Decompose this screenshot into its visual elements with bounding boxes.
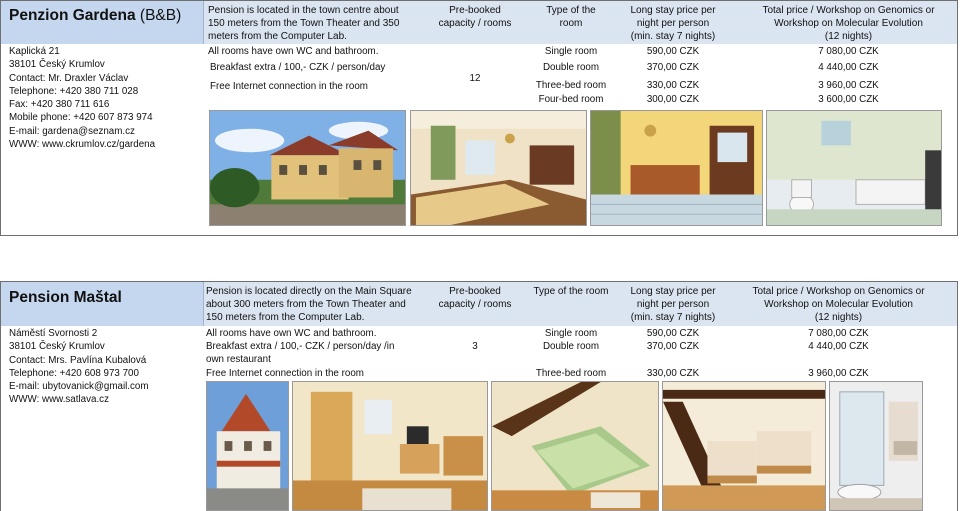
photo-bathroom <box>766 110 942 226</box>
location-description: Pension is located in the town centre about 150 meters from the Town Theater and 350 meters from the Computer Lab. <box>208 5 400 42</box>
photo-exterior <box>209 110 406 226</box>
room-total: 7 080,00 CZK <box>808 328 869 339</box>
photo-room-interior <box>590 110 763 226</box>
pension-card-gardena <box>0 0 958 236</box>
room-total: 3 600,00 CZK <box>818 94 879 105</box>
long-stay-price-header: Long stay price per night per person (min. stay 7 nights) <box>630 286 716 323</box>
photo-bedroom-green <box>491 381 659 511</box>
photo-exterior <box>206 381 289 511</box>
note-wc-bathroom: All rooms have own WC and bathroom. <box>208 46 379 57</box>
capacity-header: Pre-booked capacity / rooms <box>438 286 512 310</box>
room-type-header: Type of the room <box>546 5 596 29</box>
location-description: Pension is located directly on the Main Square about 300 meters from the Town Theater and 150 meters from the Computer Lab. <box>206 286 412 323</box>
photo-bedroom-beams <box>662 381 826 511</box>
room-total: 4 440,00 CZK <box>818 62 879 73</box>
pension-name-cell <box>1 282 204 326</box>
room-price: 300,00 CZK <box>646 94 700 105</box>
long-stay-price-header: Long stay price per night per person (min. stay 7 nights) <box>630 5 716 42</box>
room-price: 370,00 CZK <box>646 341 700 352</box>
capacity-value: 3 <box>472 341 478 352</box>
photo-bathroom <box>829 381 923 511</box>
note-breakfast-restaurant: own restaurant <box>206 354 271 365</box>
room-type: Three-bed room <box>535 368 607 379</box>
room-type: Single room <box>544 328 598 339</box>
photo-bedroom <box>410 110 587 226</box>
note-internet: Free Internet connection in the room <box>210 81 368 92</box>
room-price: 590,00 CZK <box>646 328 700 339</box>
pension-name: Penzion Gardena (B&B) <box>9 7 182 24</box>
capacity-header: Pre-booked capacity / rooms <box>438 5 512 29</box>
room-type: Single room <box>544 46 598 57</box>
pension-card-mastal <box>0 281 958 511</box>
room-type: Four-bed room <box>538 94 604 105</box>
room-total: 4 440,00 CZK <box>808 341 869 352</box>
note-breakfast: Breakfast extra / 100,- CZK / person/day <box>210 62 386 73</box>
pension-name: Pension Maštal <box>9 289 122 306</box>
pension-name-cell <box>1 1 204 44</box>
room-price: 330,00 CZK <box>646 80 700 91</box>
room-total: 3 960,00 CZK <box>808 368 869 379</box>
room-type: Double room <box>542 341 600 352</box>
room-price: 370,00 CZK <box>646 62 700 73</box>
room-price: 330,00 CZK <box>646 368 700 379</box>
total-price-header: Total price / Workshop on Genomics or Workshop on Molecular Evolution (12 nights) <box>762 5 935 42</box>
room-type: Double room <box>542 62 600 73</box>
note-wc-bathroom: All rooms have own WC and bathroom. <box>206 328 377 339</box>
capacity-value: 12 <box>469 73 481 84</box>
room-price: 590,00 CZK <box>646 46 700 57</box>
room-total: 3 960,00 CZK <box>818 80 879 91</box>
total-price-header: Total price / Workshop on Genomics or Workshop on Molecular Evolution (12 nights) <box>752 286 925 323</box>
photo-room-furniture <box>292 381 488 511</box>
room-type-header: Type of the room <box>533 286 609 297</box>
note-internet: Free Internet connection in the room <box>206 368 364 379</box>
contact-info: Kaplická 21 38101 Český Krumlov Contact: Mr. Draxler Václav Telephone: +420 380 711 028 Fax: +420 380 711 616 Mobile phone: +420 607 873 974 E-mail: gardena@seznam.cz WWW: www.ckrumlov.cz/gardena <box>9 46 156 151</box>
room-total: 7 080,00 CZK <box>818 46 879 57</box>
note-breakfast: Breakfast extra / 100,- CZK / person/day /in <box>206 341 395 352</box>
card-header <box>1 282 957 326</box>
contact-info: Náměstí Svornosti 2 38101 Český Krumlov Contact: Mrs. Pavlína Kubalová Telephone: +420 608 973 700 E-mail: ubytovanick@gmail.com WWW: www.satlava.cz <box>9 328 149 406</box>
room-type: Three-bed room <box>535 80 607 91</box>
card-header <box>1 1 957 44</box>
